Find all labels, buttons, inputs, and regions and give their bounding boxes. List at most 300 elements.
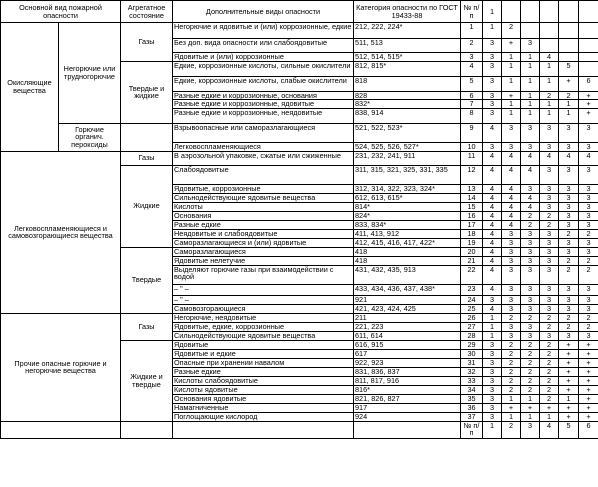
compat-value-4: 2 (540, 358, 559, 367)
compat-value-3: 3 (521, 322, 540, 331)
row-category: 814* (354, 202, 461, 211)
row-category: 421, 423, 424, 425 (354, 304, 461, 313)
compat-value-3: 2 (521, 385, 540, 394)
row-description: Негорючие и ядовитые и (или) коррозионные, едкие (173, 23, 354, 39)
footer-col-1: 1 (483, 421, 502, 438)
compat-value-6 (579, 53, 598, 62)
compat-value-3: 3 (521, 142, 540, 151)
compat-value-4: 2 (540, 340, 559, 349)
compat-value-3: 4 (521, 193, 540, 202)
table-row (1, 151, 598, 165)
compat-value-1: 3 (483, 61, 502, 76)
compat-value-6: + (579, 403, 598, 412)
compat-value-5: 3 (559, 211, 579, 220)
compat-value-4: 3 (540, 193, 559, 202)
compat-value-5: 1 (559, 100, 579, 109)
row-description: Выделяют горючие газы при взаимодействии с водой (173, 265, 354, 284)
compat-value-3: 1 (521, 53, 540, 62)
compat-value-6: 3 (579, 331, 598, 340)
row-category: 418 (354, 256, 461, 265)
compat-value-2: 1 (502, 76, 521, 91)
compat-value-1: 4 (483, 256, 502, 265)
compat-value-3: 2 (521, 376, 540, 385)
row-number: 4 (461, 61, 483, 76)
state-gases-2: Газы (121, 151, 173, 165)
compat-value-6: 3 (579, 284, 598, 295)
header-number: № п/п (461, 1, 483, 23)
compat-value-6: + (579, 100, 598, 109)
row-category: 811, 817, 916 (354, 376, 461, 385)
row-number: 1 (461, 23, 483, 39)
state-gases: Газы (121, 23, 173, 62)
compat-value-4: 2 (540, 322, 559, 331)
compat-value-6: + (579, 412, 598, 421)
compat-value-3: + (521, 403, 540, 412)
state-gases-3: Газы (121, 313, 173, 340)
compat-value-2: + (502, 403, 521, 412)
row-description: Разные едкие и коррозионные, основания (173, 91, 354, 100)
compat-value-1: 3 (483, 358, 502, 367)
row-description: Негорючие, неядовитые (173, 313, 354, 322)
row-category: 821, 826, 827 (354, 394, 461, 403)
row-description: Ядовитые и (или) коррозионные (173, 53, 354, 62)
table-row (1, 313, 598, 322)
compat-value-1: 1 (483, 322, 502, 331)
row-number: 5 (461, 76, 483, 91)
compat-value-3: 1 (521, 412, 540, 421)
compat-value-5: 2 (559, 91, 579, 100)
compat-value-5: 3 (559, 247, 579, 256)
row-number: 29 (461, 340, 483, 349)
group-oxidizers: Окисляющие вещества (1, 23, 59, 152)
compat-value-2: 2 (502, 358, 521, 367)
row-description: Разные едкие и коррозионные, неядовитые (173, 108, 354, 123)
compat-value-5: 2 (559, 322, 579, 331)
compat-value-3: 3 (521, 265, 540, 284)
row-description: Намагниченные (173, 403, 354, 412)
row-category: 412, 415, 416, 417, 422* (354, 238, 461, 247)
compat-value-3: 3 (521, 331, 540, 340)
row-number: 21 (461, 256, 483, 265)
compat-value-6: + (579, 358, 598, 367)
compat-value-6: 3 (579, 295, 598, 304)
compat-value-6 (579, 23, 598, 39)
compat-value-1: 4 (483, 265, 502, 284)
row-number: 13 (461, 184, 483, 193)
compat-value-5: 3 (559, 184, 579, 193)
compat-value-2: 3 (502, 229, 521, 238)
row-category: 211 (354, 313, 461, 322)
compat-value-1: 1 (483, 313, 502, 322)
compat-value-3: 1 (521, 91, 540, 100)
compat-value-3: 2 (521, 349, 540, 358)
compat-value-5: 4 (559, 151, 579, 165)
compat-value-2: 3 (502, 284, 521, 295)
compat-value-5: + (559, 385, 579, 394)
compat-value-3: 3 (521, 123, 540, 142)
compat-value-1: 4 (483, 238, 502, 247)
row-category: 512, 514, 515* (354, 53, 461, 62)
compat-value-3: 1 (521, 394, 540, 403)
compat-value-6: 2 (579, 322, 598, 331)
compat-value-1: 3 (483, 394, 502, 403)
compat-value-1: 4 (483, 229, 502, 238)
row-description: Ядовитые, коррозионные (173, 184, 354, 193)
row-description: Сильнодействующие ядовитые вещества (173, 193, 354, 202)
compat-value-4: 1 (540, 100, 559, 109)
row-description: Кислоты слабоядовитые (173, 376, 354, 385)
row-number: 22 (461, 265, 483, 284)
compat-value-5: + (559, 376, 579, 385)
footer-blank-3 (173, 421, 354, 438)
compat-value-5: 3 (559, 202, 579, 211)
row-description: Саморазлагающиеся и (или) ядовитые (173, 238, 354, 247)
compat-value-1: 1 (483, 23, 502, 39)
compat-value-3: 4 (521, 151, 540, 165)
compat-value-2: 2 (502, 23, 521, 39)
row-number: 8 (461, 108, 483, 123)
compat-value-3: 2 (521, 358, 540, 367)
compat-value-2: 4 (502, 151, 521, 165)
compat-value-2: 1 (502, 394, 521, 403)
compat-value-6: 3 (579, 123, 598, 142)
row-number: 25 (461, 304, 483, 313)
compat-value-1: 3 (483, 403, 502, 412)
row-description: Неядовитые и слабоядовитые (173, 229, 354, 238)
row-category: 812, 815* (354, 61, 461, 76)
row-category: 411, 413, 912 (354, 229, 461, 238)
row-description: Опасные при хранении навалом (173, 358, 354, 367)
compat-value-1: 3 (483, 100, 502, 109)
compat-value-3: 3 (521, 295, 540, 304)
footer-col-3: 3 (521, 421, 540, 438)
compat-value-6: 3 (579, 238, 598, 247)
row-category: 524, 525, 526, 527* (354, 142, 461, 151)
row-category: 212, 222, 224* (354, 23, 461, 39)
group-flammable: Легковоспламеняющиеся и самовозгорающиеся вещества (1, 151, 121, 313)
compat-value-1: 3 (483, 412, 502, 421)
row-number: 30 (461, 349, 483, 358)
group-noncombustible: Негорючие или трудногорючие (59, 23, 121, 124)
compat-value-6: 3 (579, 247, 598, 256)
compat-value-5: 3 (559, 165, 579, 184)
compat-value-6: 2 (579, 256, 598, 265)
compat-value-1: 3 (483, 39, 502, 53)
row-description: Ядовитые (173, 340, 354, 349)
compat-value-2: 4 (502, 165, 521, 184)
compat-value-4: 3 (540, 265, 559, 284)
compat-value-2: 1 (502, 53, 521, 62)
compat-value-2: + (502, 91, 521, 100)
compat-value-6: 4 (579, 151, 598, 165)
compat-value-4: 1 (540, 61, 559, 76)
row-description: Едкие, коррозионные кислоты, сильные окислители (173, 61, 354, 76)
compat-value-2: 3 (502, 295, 521, 304)
row-number: 35 (461, 394, 483, 403)
row-number: 17 (461, 220, 483, 229)
compat-value-6 (579, 39, 598, 53)
compat-value-1: 4 (483, 151, 502, 165)
compat-value-5: 3 (559, 238, 579, 247)
row-category: 617 (354, 349, 461, 358)
compat-value-3: 3 (521, 229, 540, 238)
compat-value-1: 4 (483, 202, 502, 211)
compat-value-4: 3 (540, 331, 559, 340)
compat-value-2: 2 (502, 340, 521, 349)
compat-value-4: 2 (540, 376, 559, 385)
compat-value-3: 2 (521, 313, 540, 322)
compat-value-2: 2 (502, 376, 521, 385)
header-state: Агрегатное состояние (121, 1, 173, 23)
row-description: В аэрозольной упаковке, сжатые или сжиженные (173, 151, 354, 165)
compat-value-6: + (579, 340, 598, 349)
state-liquid-solid: Жидкие и твердые (121, 340, 173, 421)
compat-value-4: 3 (540, 256, 559, 265)
row-number: 26 (461, 313, 483, 322)
compat-value-2: 3 (502, 256, 521, 265)
row-description: Разные едкие (173, 220, 354, 229)
row-number: 27 (461, 322, 483, 331)
row-category: 231, 232, 241, 911 (354, 151, 461, 165)
compat-value-3: 3 (521, 256, 540, 265)
compat-value-4: 1 (540, 108, 559, 123)
compat-value-6: 3 (579, 184, 598, 193)
row-category: 433, 434, 436, 437, 438* (354, 284, 461, 295)
state-empty-1 (121, 123, 173, 151)
row-category: 831, 836, 837 (354, 367, 461, 376)
row-category: 832* (354, 100, 461, 109)
compat-value-6: 3 (579, 211, 598, 220)
row-number: 18 (461, 229, 483, 238)
compat-value-5: 5 (559, 61, 579, 76)
compat-value-6: + (579, 349, 598, 358)
footer-col-6: 6 (579, 421, 598, 438)
compat-value-5: 3 (559, 304, 579, 313)
compat-value-4: 3 (540, 229, 559, 238)
compat-value-3: 3 (521, 184, 540, 193)
compat-value-2: 4 (502, 211, 521, 220)
header-col-1: 1 (483, 1, 502, 23)
row-number: 19 (461, 238, 483, 247)
compat-value-4: 2 (540, 313, 559, 322)
compat-value-6: 2 (579, 313, 598, 322)
compat-value-6: 3 (579, 193, 598, 202)
row-category: 312, 314, 322, 323, 324* (354, 184, 461, 193)
compat-value-2: 3 (502, 142, 521, 151)
compat-value-5: 2 (559, 229, 579, 238)
state-solid: Твердые (121, 247, 173, 313)
row-description: – " – (173, 295, 354, 304)
compat-value-1: 3 (483, 91, 502, 100)
compat-value-4: 2 (540, 367, 559, 376)
group-combustible-peroxides: Горючие органич. пероксиды (59, 123, 121, 151)
compat-value-6: 3 (579, 165, 598, 184)
compat-value-5: 3 (559, 331, 579, 340)
header-row (1, 1, 598, 23)
row-number: 24 (461, 295, 483, 304)
compat-value-1: 3 (483, 349, 502, 358)
row-description: Разные едкие и коррозионные, ядовитые (173, 100, 354, 109)
row-description: Без доп. вида опасности или слабоядовитые (173, 39, 354, 53)
compat-value-1: 4 (483, 304, 502, 313)
row-category: 828 (354, 91, 461, 100)
table-body (1, 23, 598, 439)
compat-value-5: + (559, 340, 579, 349)
compat-value-5 (559, 39, 579, 53)
row-number: 31 (461, 358, 483, 367)
row-description: Кислоты ядовитые (173, 385, 354, 394)
compat-value-6: 3 (579, 202, 598, 211)
row-category: 612, 613, 615* (354, 193, 461, 202)
compat-value-3: 3 (521, 238, 540, 247)
compat-value-4: + (540, 403, 559, 412)
row-description: Сильнодействующие ядовитые вещества (173, 331, 354, 340)
compat-value-5: 1 (559, 108, 579, 123)
compat-value-1: 3 (483, 142, 502, 151)
compat-value-5: 2 (559, 265, 579, 284)
compat-value-3: 2 (521, 220, 540, 229)
compat-value-5 (559, 23, 579, 39)
compat-value-6: + (579, 394, 598, 403)
compat-value-6: 3 (579, 304, 598, 313)
footer-col-5: 5 (559, 421, 579, 438)
footer-row (1, 421, 598, 438)
compat-value-3: 3 (521, 247, 540, 256)
compat-value-5: 3 (559, 142, 579, 151)
row-category: 824* (354, 211, 461, 220)
row-number: 34 (461, 385, 483, 394)
row-description: Разные едкие (173, 367, 354, 376)
compat-value-2: 3 (502, 238, 521, 247)
compat-value-4: 3 (540, 295, 559, 304)
compat-value-5 (559, 53, 579, 62)
row-number: 12 (461, 165, 483, 184)
compat-value-2: 3 (502, 304, 521, 313)
compat-value-4: 1 (540, 412, 559, 421)
row-category: 616, 915 (354, 340, 461, 349)
compat-value-3: 2 (521, 367, 540, 376)
compat-value-6: + (579, 367, 598, 376)
compat-value-4: 3 (540, 184, 559, 193)
compat-value-3: 2 (521, 340, 540, 349)
compat-value-5: 3 (559, 123, 579, 142)
compat-value-1: 4 (483, 211, 502, 220)
table-row (1, 23, 598, 39)
row-description: Ядовитые и едкие (173, 349, 354, 358)
row-category: 922, 923 (354, 358, 461, 367)
row-description: Основания ядовитые (173, 394, 354, 403)
compat-value-4: 3 (540, 238, 559, 247)
compat-value-5: 3 (559, 220, 579, 229)
compat-value-1: 3 (483, 340, 502, 349)
compat-value-2: 1 (502, 412, 521, 421)
row-description: Ядовитые, едкие, коррозионные (173, 322, 354, 331)
footer-col-4: 4 (540, 421, 559, 438)
compat-value-5: 2 (559, 313, 579, 322)
row-number: 37 (461, 412, 483, 421)
compat-value-3: 3 (521, 284, 540, 295)
row-description: Кислоты (173, 202, 354, 211)
compat-value-5: 3 (559, 284, 579, 295)
table-row (1, 123, 598, 142)
footer-col-2: 2 (502, 421, 521, 438)
footer-number: № п/п (461, 421, 483, 438)
compat-value-4: 3 (540, 202, 559, 211)
compat-value-1: 4 (483, 220, 502, 229)
compat-value-4: 3 (540, 284, 559, 295)
row-number: 32 (461, 367, 483, 376)
row-number: 6 (461, 91, 483, 100)
header-category: Категория опасности по ГОСТ 19433-88 (354, 1, 461, 23)
compat-value-2: 3 (502, 322, 521, 331)
compat-value-5: + (559, 349, 579, 358)
row-category: 521, 522, 523* (354, 123, 461, 142)
compat-value-2: 1 (502, 108, 521, 123)
row-number: 7 (461, 100, 483, 109)
compat-value-1: 3 (483, 376, 502, 385)
compat-value-5: 1 (559, 394, 579, 403)
compat-value-6: + (579, 108, 598, 123)
compat-value-4: 4 (540, 53, 559, 62)
compat-value-2: + (502, 39, 521, 53)
compat-value-5: + (559, 76, 579, 91)
compat-value-6: 3 (579, 220, 598, 229)
header-hazard-type: Основной вид пожарной опасности (1, 1, 121, 23)
row-category: 818 (354, 76, 461, 91)
compat-value-6: 6 (579, 76, 598, 91)
compat-value-1: 3 (483, 385, 502, 394)
compat-value-2: 1 (502, 61, 521, 76)
compat-value-2: 3 (502, 247, 521, 256)
compat-value-3: 1 (521, 108, 540, 123)
compat-value-3: 1 (521, 100, 540, 109)
row-number: 23 (461, 284, 483, 295)
compat-value-6: + (579, 91, 598, 100)
compat-value-4: 3 (540, 304, 559, 313)
compat-value-2: 4 (502, 202, 521, 211)
compat-value-6: + (579, 376, 598, 385)
compat-value-3: 3 (521, 39, 540, 53)
row-category: 431, 432, 435, 913 (354, 265, 461, 284)
compat-value-2: 3 (502, 265, 521, 284)
row-description: Ядовитые нелетучие (173, 256, 354, 265)
compat-value-6: 3 (579, 142, 598, 151)
compat-value-2: 2 (502, 367, 521, 376)
state-liquid: Жидкие (121, 165, 173, 247)
compat-value-2: 4 (502, 193, 521, 202)
row-category: 511, 513 (354, 39, 461, 53)
row-number: 33 (461, 376, 483, 385)
row-number: 9 (461, 123, 483, 142)
compat-value-3: 3 (521, 304, 540, 313)
row-number: 15 (461, 202, 483, 211)
compat-value-4: 2 (540, 211, 559, 220)
compat-value-4: 2 (540, 349, 559, 358)
compat-value-3: 1 (521, 61, 540, 76)
row-category: 221, 223 (354, 322, 461, 331)
row-category: 418 (354, 247, 461, 256)
row-description: Основания (173, 211, 354, 220)
compat-value-4: 3 (540, 247, 559, 256)
compat-value-4: 3 (540, 165, 559, 184)
row-description: Саморазлагающиеся (173, 247, 354, 256)
compat-value-1: 4 (483, 123, 502, 142)
compat-value-3: 4 (521, 165, 540, 184)
compat-value-4: 1 (540, 76, 559, 91)
compat-value-4 (540, 39, 559, 53)
compat-value-2: 4 (502, 184, 521, 193)
compat-value-6: 2 (579, 229, 598, 238)
